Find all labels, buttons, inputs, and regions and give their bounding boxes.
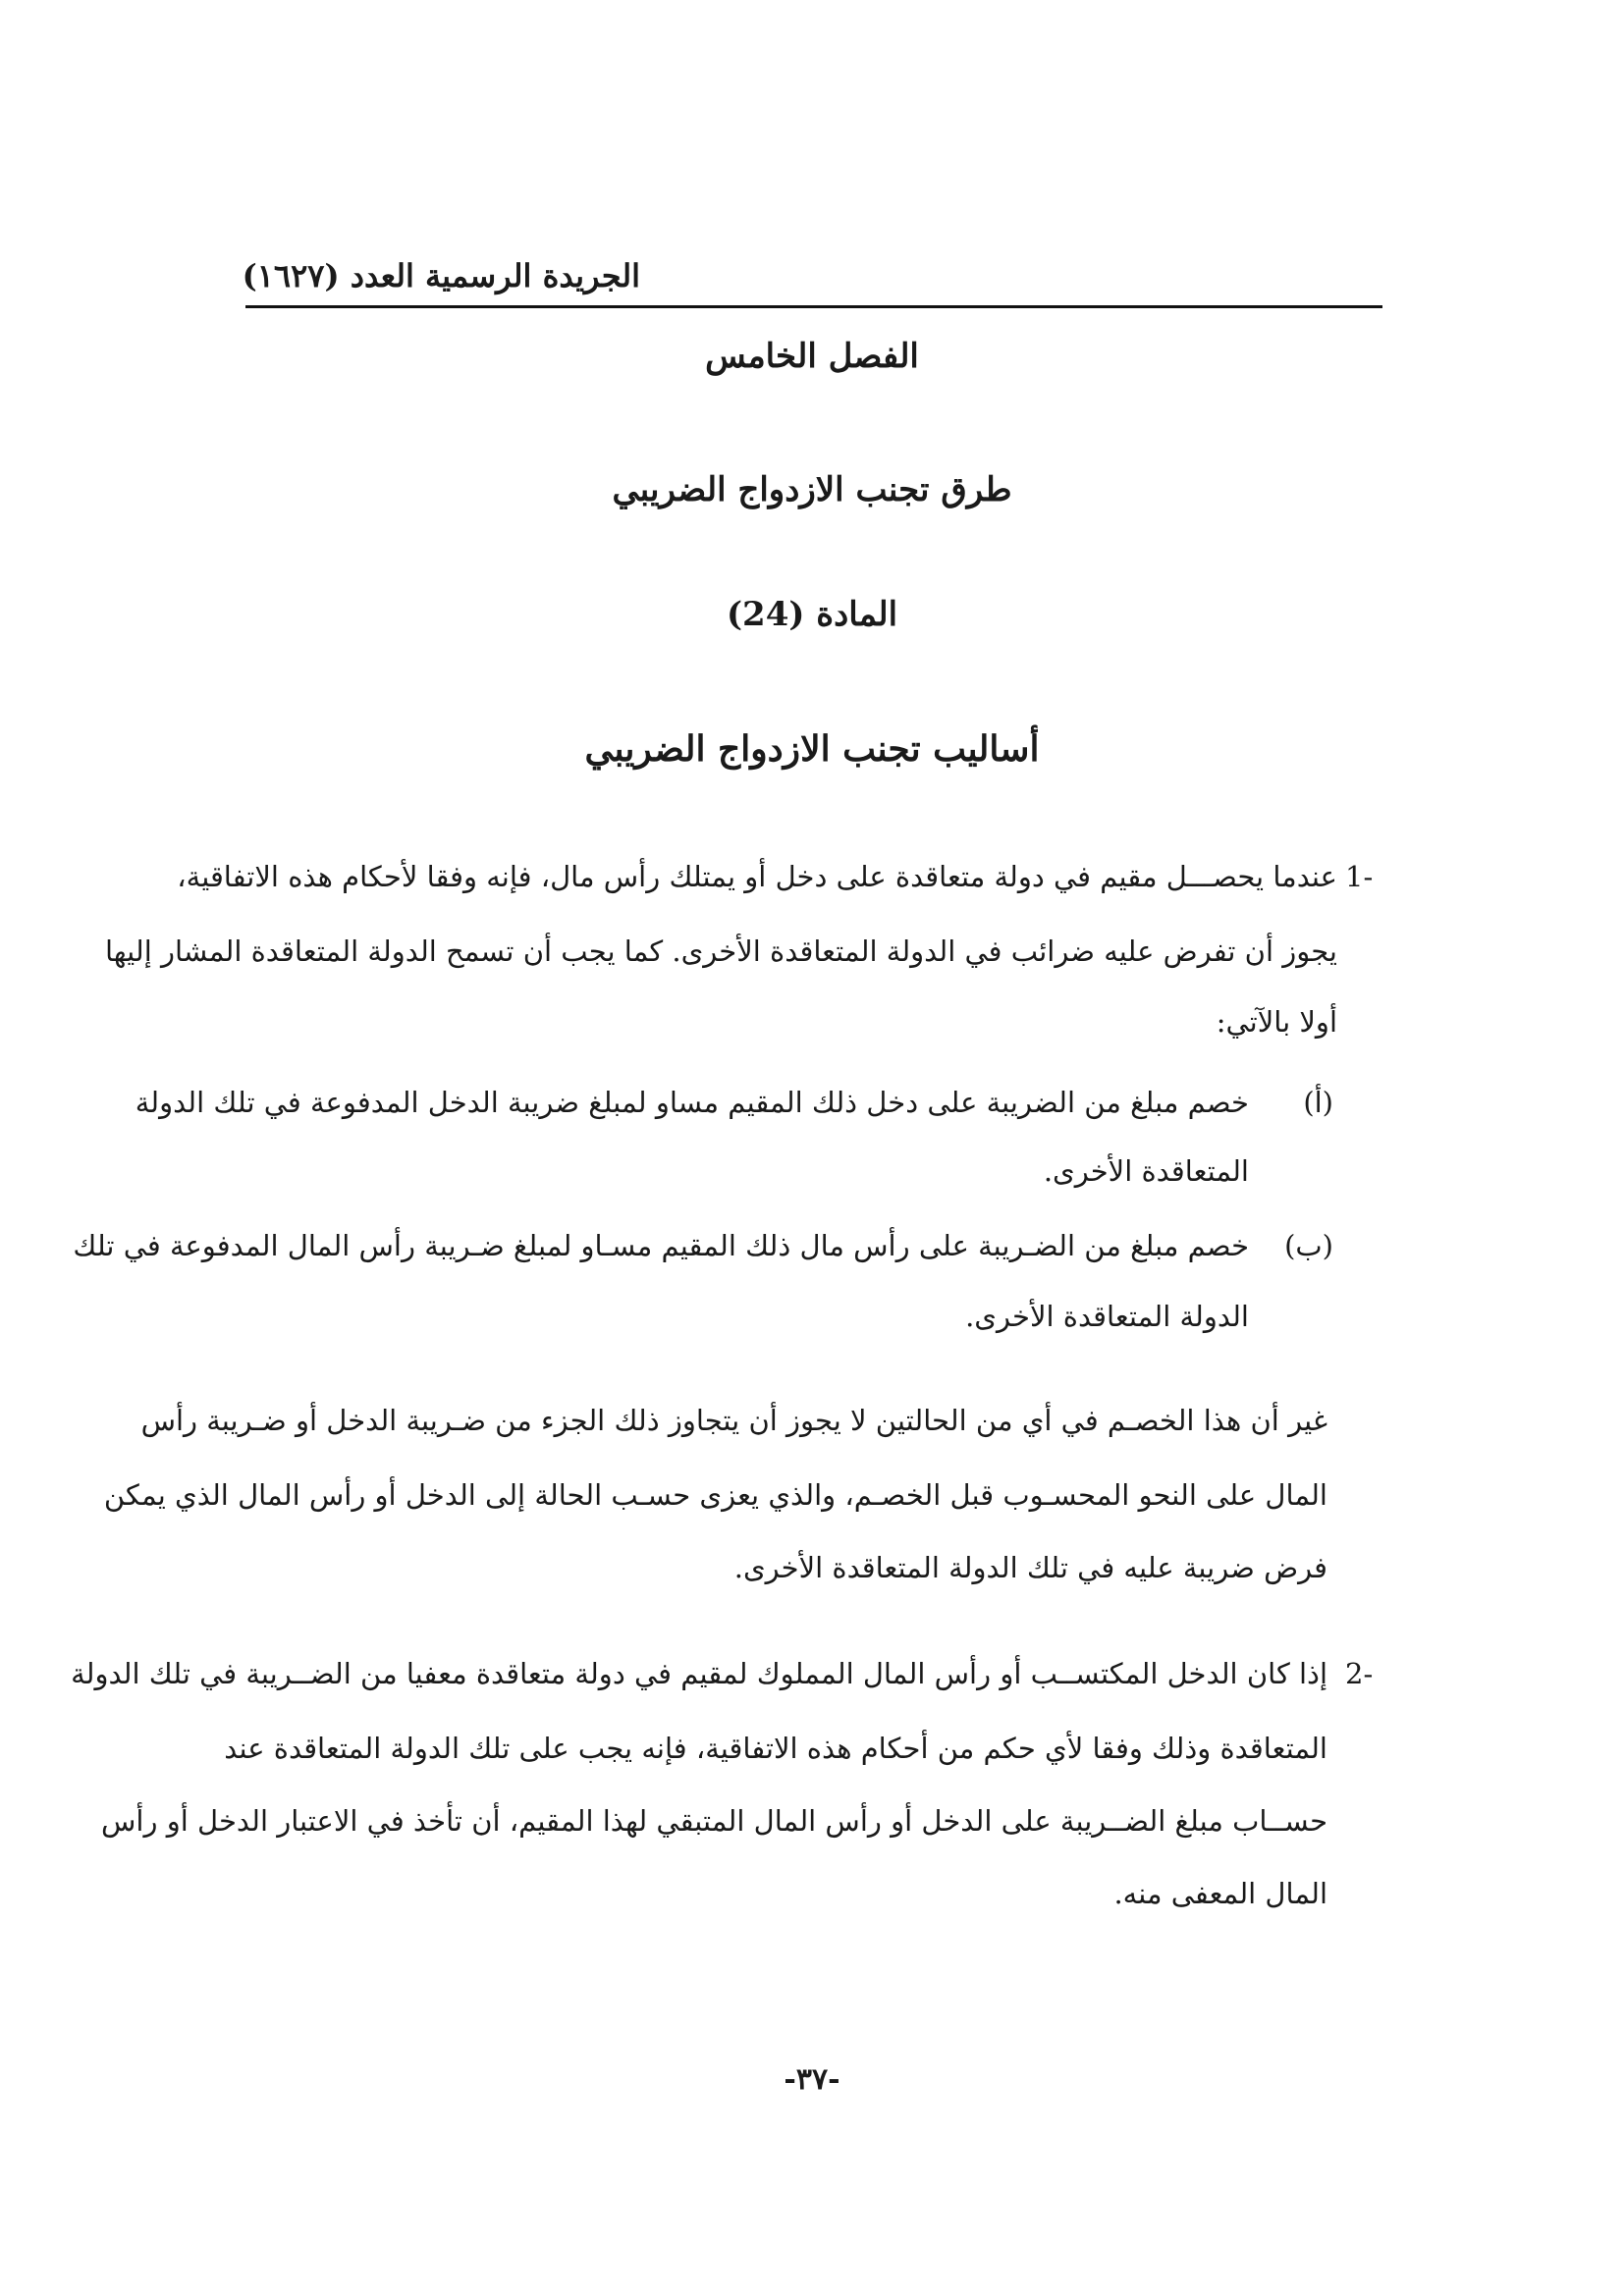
paragraph-1-line: أولا بالآتي: <box>1216 1005 1337 1039</box>
paragraph-1-number: 1- <box>1345 860 1374 893</box>
paragraph-2-line: حســاب مبلغ الضــريبة على الدخل أو رأس المال المتبقي لهذا المقيم، أن تأخذ في الاعتبار الدخل أو رأس <box>101 1804 1327 1838</box>
paragraph-2-number: 2- <box>1345 1657 1374 1690</box>
item-b-label: (ب) <box>1284 1229 1333 1262</box>
paragraph-2-line: المال المعفى منه. <box>1113 1877 1327 1910</box>
paragraph-1-line: يجوز أن تفرض عليه ضرائب في الدولة المتعاقدة الأخرى. كما يجب أن تسمح الدولة المتعاقدة المشار إليها <box>104 934 1337 968</box>
chapter-heading: الفصل الخامس <box>705 337 919 376</box>
gazette-header-title: الجريدة الرسمية العدد (١٦٢٧) <box>242 257 640 294</box>
closing-line: غير أن هذا الخصـم في أي من الحالتين لا يجوز أن يتجاوز ذلك الجزء من ضـريبة الدخل أو ضـريبة رأس <box>140 1404 1327 1437</box>
item-b-line: خصم مبلغ من الضـريبة على رأس مال ذلك المقيم مسـاو لمبلغ ضـريبة رأس المال المدفوعة في تلك <box>73 1229 1249 1262</box>
paragraph-2-line: إذا كان الدخل المكتســب أو رأس المال المملوك لمقيم في دولة متعاقدة معفيا من الضــريبة في تلك الدولة <box>71 1657 1327 1690</box>
article-title: أساليب تجنب الازدواج الضريبي <box>584 728 1040 770</box>
header-divider <box>245 305 1382 308</box>
page-number: -٣٧- <box>784 2062 840 2097</box>
item-b-line: الدولة المتعاقدة الأخرى. <box>965 1300 1249 1333</box>
item-a-line: المتعاقدة الأخرى. <box>1043 1154 1249 1188</box>
closing-line: المال على النحو المحسـوب قبل الخصـم، والذي يعزى حسـب الحالة إلى الدخل أو رأس المال الذي يمكن <box>103 1478 1327 1512</box>
paragraph-2-line: المتعاقدة وذلك وفقا لأي حكم من أحكام هذه الاتفاقية، فإنه يجب على تلك الدولة المتعاقدة عند <box>224 1732 1327 1765</box>
item-a-label: (أ) <box>1303 1086 1333 1119</box>
chapter-title: طرق تجنب الازدواج الضريبي <box>612 470 1012 509</box>
item-a-line: خصم مبلغ من الضريبة على دخل ذلك المقيم مساو لمبلغ ضريبة الدخل المدفوعة في تلك الدولة <box>135 1086 1249 1119</box>
paragraph-1-line: عندما يحصـــل مقيم في دولة متعاقدة على دخل أو يمتلك رأس مال، فإنه وفقا لأحكام هذه الاتفاقية، <box>177 860 1337 893</box>
article-heading: المادة (24) <box>726 595 898 634</box>
closing-line: فرض ضريبة عليه في تلك الدولة المتعاقدة الأخرى. <box>733 1551 1327 1584</box>
